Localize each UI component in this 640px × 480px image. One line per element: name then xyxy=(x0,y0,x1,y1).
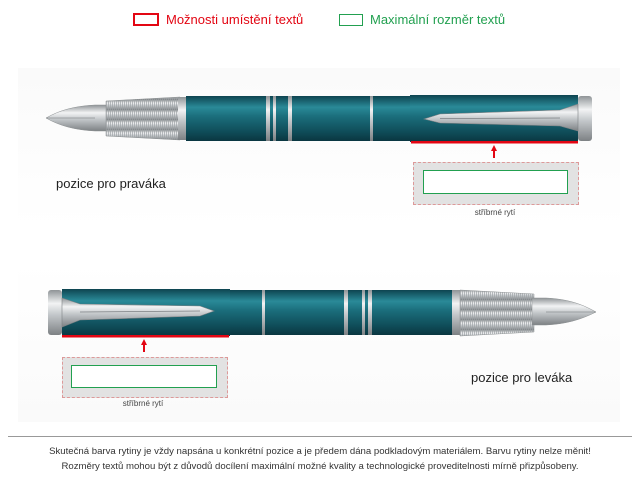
legend-max-size-label: Maximální rozměr textů xyxy=(370,12,506,27)
placement-outline-left xyxy=(62,335,229,338)
position-label-right: pozice pro praváka xyxy=(56,176,166,191)
legend-placement-label: Možnosti umístění textů xyxy=(166,12,304,27)
engraving-max-left xyxy=(71,365,217,388)
arrow-left-icon xyxy=(141,339,147,345)
engraving-caption-right: stříbrné rytí xyxy=(474,208,516,217)
arrow-right-icon xyxy=(491,145,497,151)
engraving-max-right xyxy=(423,170,568,194)
engraving-caption-left: stříbrné rytí xyxy=(122,399,164,408)
footer-line-1: Skutečná barva rytiny je vždy napsána u konkrétní pozice a je předem dána podkladovým materiálem. Barvu rytiny nelze měnit! xyxy=(49,446,591,457)
footer-line-2: Rozměry textů mohou být z důvodů docílení maximální možné kvality a technologické proveditelnosti mírně přizpůsobeny. xyxy=(61,461,579,472)
footer-divider xyxy=(8,436,632,437)
placement-outline-right xyxy=(411,141,578,144)
position-label-left: pozice pro leváka xyxy=(471,370,573,385)
nib-left xyxy=(532,298,596,325)
